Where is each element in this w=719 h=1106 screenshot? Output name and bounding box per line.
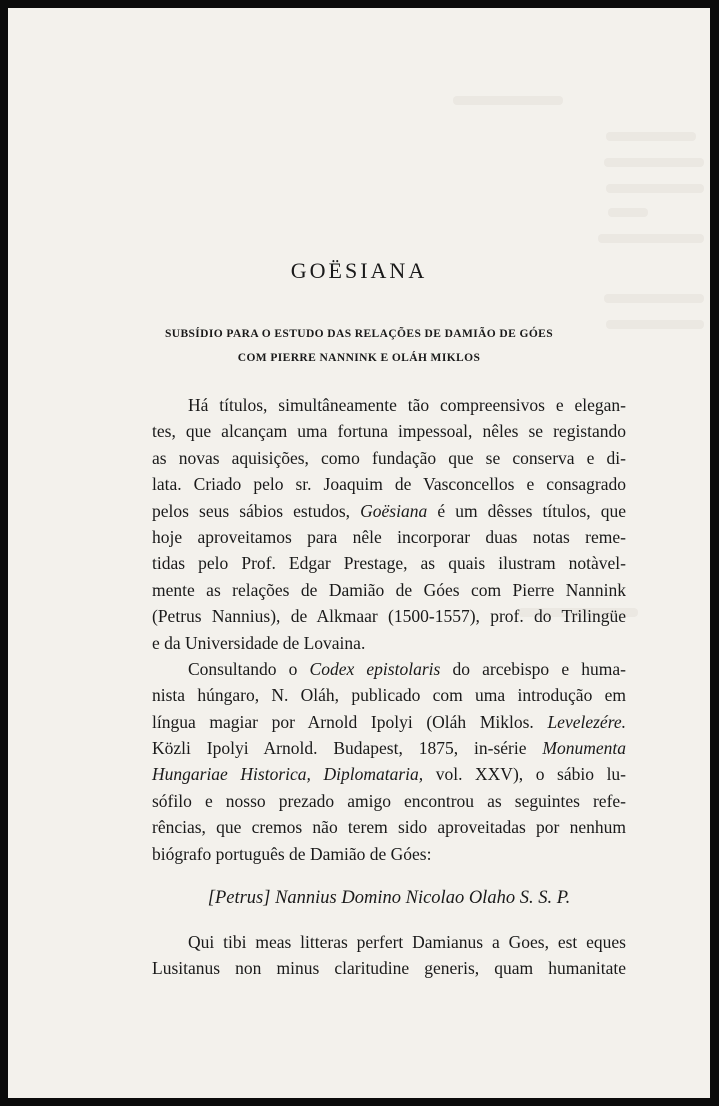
page-title: GOËSIANA bbox=[290, 258, 428, 283]
text-line: biógrafo português de Damião de Góes: bbox=[152, 843, 432, 864]
text-line: Közli Ipolyi Arnold. Budapest, 1875, in-série Monumenta bbox=[152, 738, 626, 759]
text-line: (Petrus Nannius), de Alkmaar (1500-1557), prof. do Trilingüe bbox=[152, 606, 626, 627]
page bbox=[8, 8, 710, 1098]
paragraph-1 bbox=[152, 392, 626, 656]
subtitle-line-1: SUBSÍDIO PARA O ESTUDO DAS RELAÇÕES DE DAMIÃO DE GÓES bbox=[164, 328, 554, 340]
italic-title: Goësiana bbox=[360, 500, 428, 521]
text-line: Hungariae Historica, Diplomataria, vol. XXV), o sábio lu- bbox=[152, 764, 627, 785]
text-line: rências, que cremos não terem sido aproveitadas por nenhum bbox=[152, 817, 626, 838]
text-line: Lusitanus non minus claritudine generis, quam humanitate bbox=[152, 958, 626, 979]
text-line: tidas pelo Prof. Edgar Prestage, as quais ilustram notàvel- bbox=[152, 553, 626, 574]
paragraph-3 bbox=[152, 929, 626, 982]
text-line: sófilo e nosso prezado amigo encontrou as seguintes refe- bbox=[152, 790, 626, 811]
spacer bbox=[152, 867, 626, 885]
italic-title: Monumenta bbox=[542, 738, 626, 759]
text-line: hoje aproveitamos para nêle incorporar duas notas reme- bbox=[152, 526, 626, 547]
text-line: Consultando o Codex epistolaris do arcebispo e huma- bbox=[188, 658, 626, 679]
body-text bbox=[152, 392, 626, 982]
subtitle bbox=[8, 322, 710, 370]
text-line: pelos seus sábios estudos, Goësiana é um dêsses títulos, que bbox=[152, 500, 627, 521]
text-line: lata. Criado pelo sr. Joaquim de Vasconcellos e consagrado bbox=[152, 474, 626, 495]
text-line: língua magiar por Arnold Ipolyi (Oláh Miklos. Levelezére. bbox=[152, 711, 626, 732]
text-line: Qui tibi meas litteras perfert Damianus a Goes, est eques bbox=[188, 932, 626, 953]
italic-title: Hungariae Historica, Diplomataria, bbox=[152, 764, 424, 785]
text-line: tes, que alcançam uma fortuna impessoal, nêles se registando bbox=[152, 421, 626, 442]
paragraph-2 bbox=[152, 656, 626, 867]
italic-title: Codex epistolaris bbox=[309, 658, 441, 679]
italic-title: Levelezére. bbox=[547, 711, 626, 732]
text-line: mente as relações de Damião de Góes com Pierre Nannink bbox=[152, 579, 626, 600]
text-line: e da Universidade de Lovaina. bbox=[152, 632, 366, 653]
text-line: Há títulos, simultâneamente tão compreensivos e elegan- bbox=[188, 395, 626, 415]
spacer bbox=[152, 911, 626, 929]
letter-salutation: [Petrus] Nannius Domino Nicolao Olaho S. S. P. bbox=[207, 888, 571, 909]
subtitle-line-2: COM PIERRE NANNINK E OLÁH MIKLOS bbox=[237, 352, 481, 364]
text-line: as novas aquisições, como fundação que se conserva e di- bbox=[152, 447, 626, 468]
text-line: nista húngaro, N. Oláh, publicado com uma introdução em bbox=[152, 685, 626, 706]
